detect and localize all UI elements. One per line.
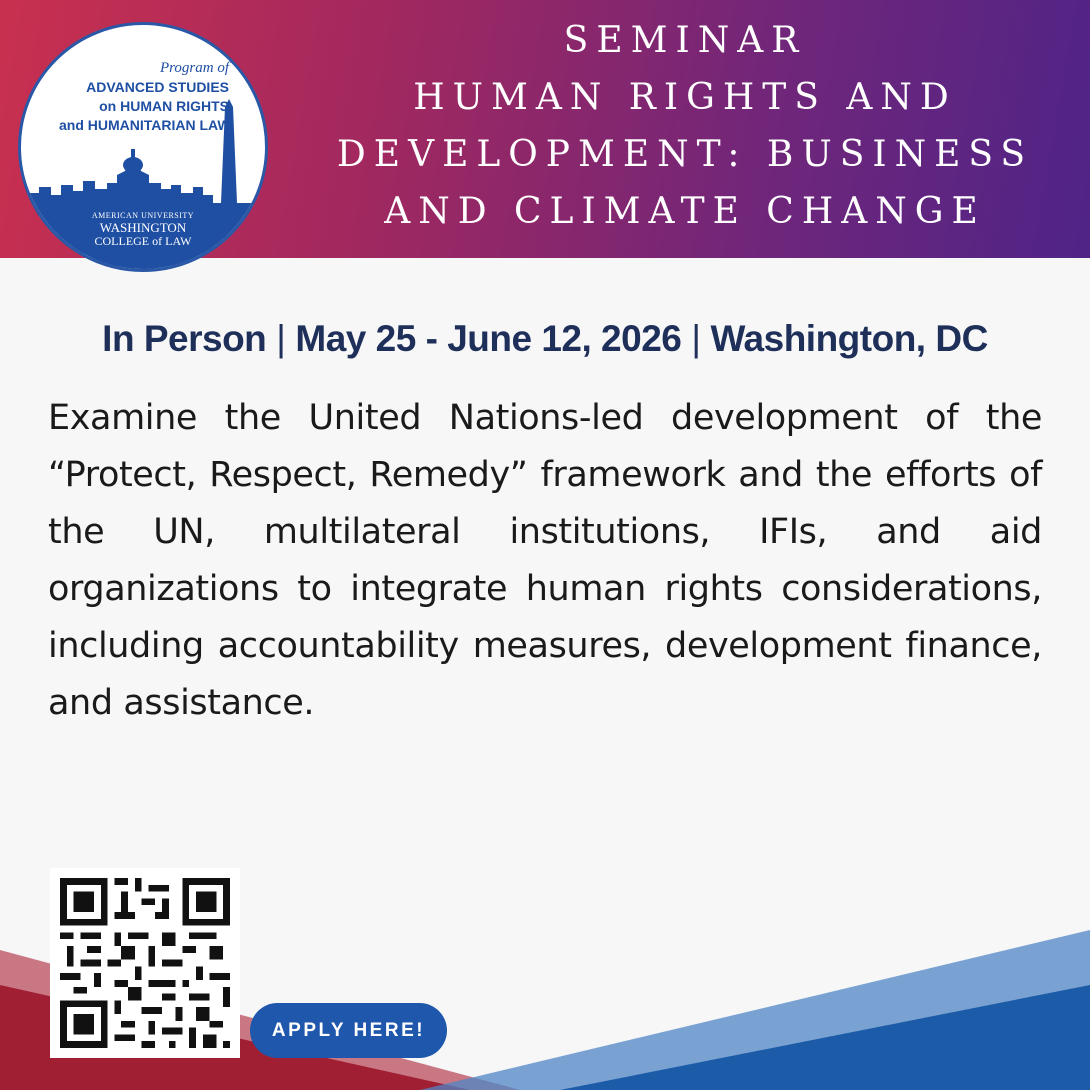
event-location: Washington, DC [710,318,988,359]
qr-code[interactable] [50,868,240,1058]
institution-line: COLLEGE of LAW [94,234,192,248]
title-line: SEMINAR [563,20,807,61]
event-dates: May 25 - June 12, 2026 [295,318,682,359]
logo-text-line: ADVANCED STUDIES [86,79,229,95]
title-line: HUMAN RIGHTS AND [413,77,957,118]
separator: | [276,318,286,359]
logo-text-line: Program of [159,60,229,76]
event-format: In Person [102,318,267,359]
institution-line: AMERICAN UNIVERSITY [91,211,195,220]
separator: | [691,318,701,359]
logo-text-line: and HUMANITARIAN LAW [59,117,231,133]
qr-code-icon [60,878,230,1048]
institution-line: WASHINGTON [99,220,187,235]
logo-text-line: on HUMAN RIGHTS [99,98,229,114]
title-line: AND CLIMATE CHANGE [384,191,986,232]
title-line: DEVELOPMENT: BUSINESS [336,134,1034,175]
apply-button[interactable]: APPLY HERE! [250,1003,447,1058]
seminar-description: Examine the United Nations-led development of the “Protect, Respect, Remedy” framework and the efforts of the UN, multilateral institutions, IFIs, and aid organizations to integrate human rights considerations, including accountability measures, development finance, and assistance. [48,398,1042,723]
